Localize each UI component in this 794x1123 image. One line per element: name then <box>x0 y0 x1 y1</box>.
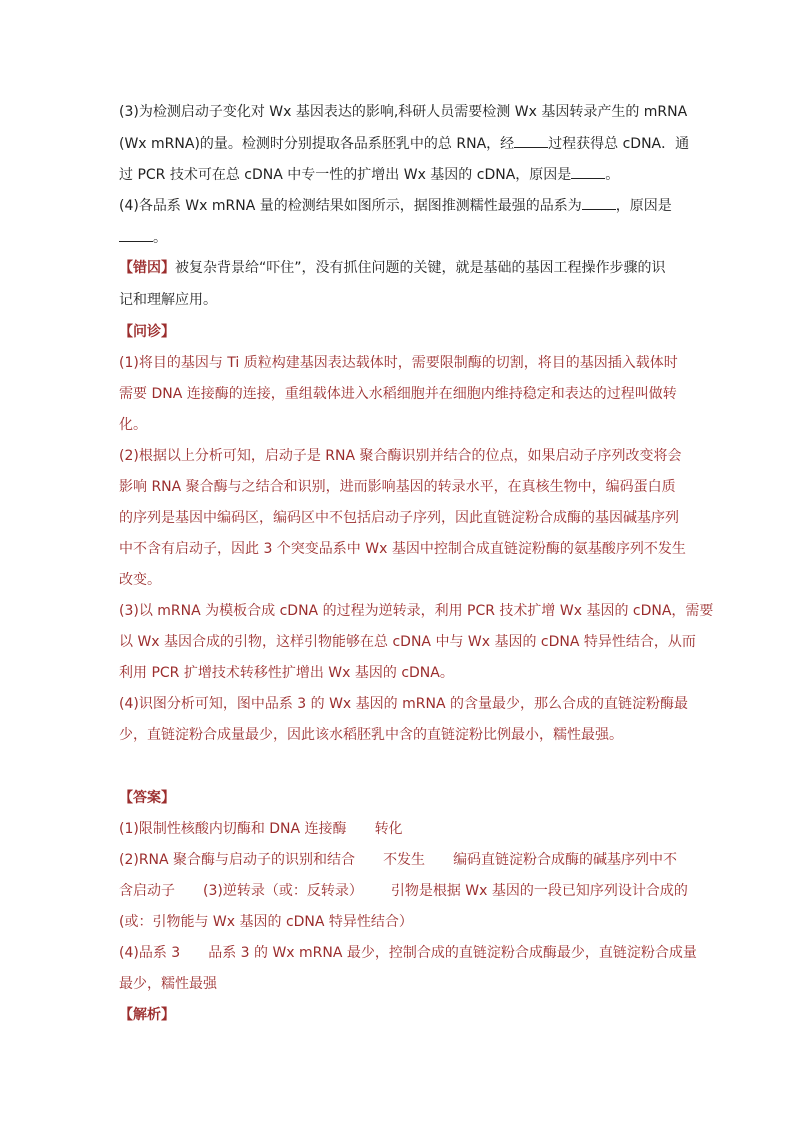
wen-zhen-line: (1)将目的基因与 Ti 质粒构建基因表达载体时，需要限制酶的切割，将目的基因插入载体时 <box>119 355 678 371</box>
wen-zhen-line: (4)识图分析可知，图中品系 3 的 Wx 基因的 mRNA 的含量最少，那么合成的直链淀粉酶最 <box>119 696 688 712</box>
question-3-line-3-text: 过 PCR 技术可在总 cDNA 中专一性的扩增出 Wx 基因的 cDNA，原因是 <box>119 167 572 183</box>
cuo-yin-line-2: 记和理解应用。 <box>119 292 217 308</box>
answer-2-part-d: 含启动子 <box>119 883 175 899</box>
wen-zhen-line: 少，直链淀粉合成量最少，因此该水稻胚乳中含的直链淀粉比例最小，糯性最强。 <box>119 727 623 743</box>
question-4-line-1-text: (4)各品系 Wx mRNA 量的检测结果如图所示，据图推测糯性最强的品系为 <box>119 198 582 214</box>
question-4-line-2-tail: 。 <box>153 230 167 246</box>
answer-blank <box>582 195 616 210</box>
wen-zhen-line: (3)以 mRNA 为模板合成 cDNA 的过程为逆转录，利用 PCR 技术扩增 Wx 基因的 cDNA，需要 <box>119 603 714 619</box>
answer-4-part-a: (4)品系 3 <box>119 945 181 961</box>
answer-4-part-b: 品系 3 的 Wx mRNA 最少，控制合成的直链淀粉合成酶最少，直链淀粉合成量 <box>208 945 697 961</box>
wen-zhen-line: (2)根据以上分析可知，启动子是 RNA 聚合酶识别并结合的位点，如果启动子序列改变将会 <box>119 448 682 464</box>
answer-2-part-a: (2)RNA 聚合酶与启动子的识别和结合 <box>119 852 356 868</box>
wen-zhen-line: 中不含有启动子，因此 3 个突变品系中 Wx 基因中控制合成直链淀粉酶的氨基酸序列不发生 <box>119 541 686 557</box>
wen-zhen-line: 改变。 <box>119 572 161 588</box>
wen-zhen-line: 化。 <box>119 417 147 433</box>
answer-blank <box>119 227 153 242</box>
question-3-line-3 <box>119 164 619 185</box>
cuo-yin-text: 被复杂背景给“吓住”，没有抓住问题的关键，就是基础的基因工程操作步骤的识 <box>175 260 666 276</box>
cuo-yin-line-1 <box>119 258 666 278</box>
wen-zhen-line: 利用 PCR 扩增技术转移性扩增出 Wx 基因的 cDNA。 <box>119 665 454 681</box>
wen-zhen-label: 【问诊】 <box>119 324 175 340</box>
answer-blank <box>571 164 605 179</box>
answer-2 <box>119 850 677 870</box>
answer-1 <box>119 819 403 839</box>
question-4-line-1-tail: ，原因是 <box>615 198 672 214</box>
answer-2-3 <box>119 881 688 901</box>
question-3-line-3-tail: 。 <box>605 167 620 183</box>
answer-2-part-c: 编码直链淀粉合成酶的碱基序列中不 <box>453 852 678 868</box>
question-4-line-2 <box>119 227 167 248</box>
question-3-line-1: (3)为检测启动子变化对 Wx 基因表达的影响,科研人员需要检测 Wx 基因转录产生的 mRNA <box>119 104 688 120</box>
answer-4-cont: 最少，糯性最强 <box>119 976 217 992</box>
da-an-label: 【答案】 <box>119 790 175 806</box>
answer-blank <box>514 133 548 148</box>
question-4-line-1 <box>119 195 672 216</box>
answer-4 <box>119 943 697 963</box>
question-3-line-2-text: (Wx mRNA)的量。检测时分别提取各品系胚乳中的总 RNA，经 <box>119 136 515 152</box>
answer-3-part-b: 引物是根据 Wx 基因的一段已知序列设计合成的 <box>390 883 688 899</box>
answer-3-cont: (或：引物能与 Wx 基因的 cDNA 特异性结合） <box>119 914 413 930</box>
wen-zhen-line: 影响 RNA 聚合酶与之结合和识别，进而影响基因的转录水平，在真核生物中，编码蛋白质 <box>119 479 676 495</box>
question-3-line-2-tail: 过程获得总 cDNA．通 <box>548 136 690 152</box>
answer-1-part-b: 转化 <box>374 821 403 837</box>
wen-zhen-line: 的序列是基因中编码区，编码区中不包括启动子序列，因此直链淀粉合成酶的基因碱基序列 <box>119 510 679 526</box>
question-3-line-2 <box>119 133 689 154</box>
jie-xi-label: 【解析】 <box>119 1007 175 1023</box>
answer-2-part-b: 不发生 <box>383 852 426 868</box>
wen-zhen-line: 需要 DNA 连接酶的连接，重组载体进入水稻细胞并在细胞内维持稳定和表达的过程叫做转 <box>119 386 677 402</box>
answer-3-part-a: (3)逆转录（或：反转录） <box>203 883 363 899</box>
cuo-yin-label: 【错因】 <box>119 260 175 276</box>
wen-zhen-line: 以 Wx 基因合成的引物，这样引物能够在总 cDNA 中与 Wx 基因的 cDNA 特异性结合，从而 <box>119 634 696 650</box>
answer-1-part-a: (1)限制性核酸内切酶和 DNA 连接酶 <box>119 821 347 837</box>
